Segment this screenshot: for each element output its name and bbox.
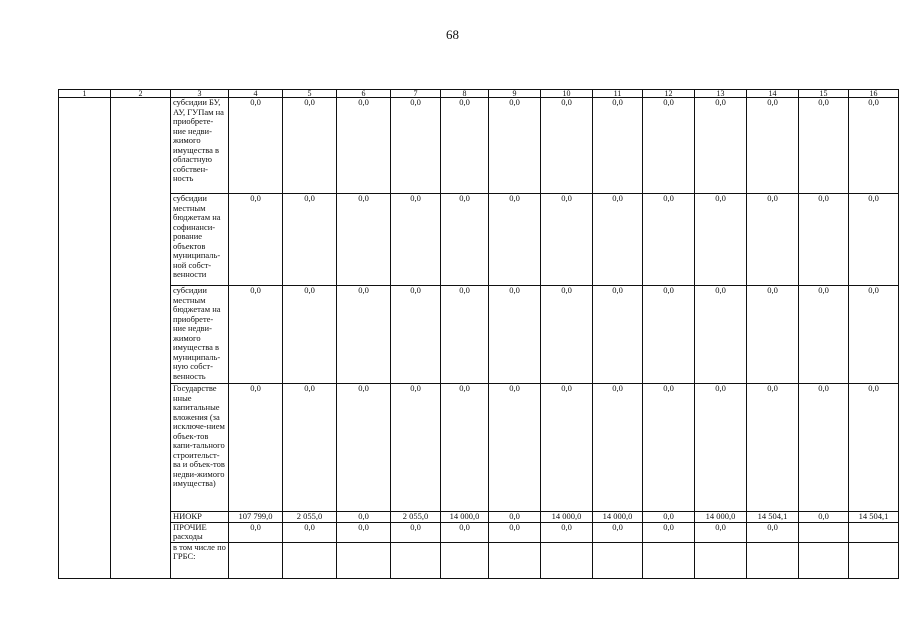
value-cell: 0,0 <box>695 286 747 384</box>
table-row <box>59 286 899 384</box>
value-cell: 0,0 <box>695 98 747 194</box>
value-cell: 0,0 <box>283 522 337 542</box>
value-cell: 0,0 <box>643 286 695 384</box>
value-cell: 0,0 <box>229 98 283 194</box>
value-cell <box>337 542 391 578</box>
value-cell: 14 504,1 <box>849 512 899 523</box>
value-cell: 0,0 <box>391 98 441 194</box>
value-cell: 0,0 <box>337 384 391 512</box>
table-row <box>59 512 899 523</box>
value-cell: 0,0 <box>643 384 695 512</box>
value-cell: 0,0 <box>441 286 489 384</box>
table-row <box>59 522 899 542</box>
row-description: в том числе по ГРБС: <box>171 542 229 578</box>
value-cell: 0,0 <box>337 98 391 194</box>
value-cell: 0,0 <box>541 522 593 542</box>
value-cell: 0,0 <box>229 384 283 512</box>
column-header: 6 <box>337 90 391 98</box>
value-cell: 14 504,1 <box>747 512 799 523</box>
page-number: 68 <box>446 27 459 42</box>
column-header: 8 <box>441 90 489 98</box>
value-cell <box>849 542 899 578</box>
value-cell <box>747 542 799 578</box>
column-1-cell <box>59 98 111 579</box>
value-cell <box>799 522 849 542</box>
value-cell: 0,0 <box>541 98 593 194</box>
budget-table <box>58 89 899 579</box>
value-cell: 0,0 <box>441 384 489 512</box>
column-header: 13 <box>695 90 747 98</box>
value-cell: 0,0 <box>489 384 541 512</box>
value-cell <box>849 522 899 542</box>
column-header: 15 <box>799 90 849 98</box>
value-cell <box>593 542 643 578</box>
row-description: субсидии местным бюджетам на софинанси-рование объектов муниципаль-ной собст-венности <box>171 194 229 286</box>
column-header: 14 <box>747 90 799 98</box>
value-cell: 0,0 <box>541 194 593 286</box>
value-cell: 0,0 <box>489 194 541 286</box>
value-cell: 0,0 <box>747 286 799 384</box>
column-2-cell <box>111 98 171 579</box>
value-cell <box>229 542 283 578</box>
value-cell: 0,0 <box>643 194 695 286</box>
value-cell: 0,0 <box>747 194 799 286</box>
value-cell: 0,0 <box>695 384 747 512</box>
value-cell: 0,0 <box>391 384 441 512</box>
value-cell: 0,0 <box>489 98 541 194</box>
value-cell: 0,0 <box>541 384 593 512</box>
value-cell: 0,0 <box>799 194 849 286</box>
value-cell: 0,0 <box>849 194 899 286</box>
value-cell: 0,0 <box>643 522 695 542</box>
value-cell: 0,0 <box>441 522 489 542</box>
value-cell: 0,0 <box>643 98 695 194</box>
value-cell: 14 000,0 <box>695 512 747 523</box>
column-header: 16 <box>849 90 899 98</box>
value-cell: 14 000,0 <box>593 512 643 523</box>
value-cell: 0,0 <box>799 286 849 384</box>
value-cell: 0,0 <box>337 286 391 384</box>
value-cell: 0,0 <box>849 98 899 194</box>
table-row <box>59 384 899 512</box>
row-description: Государстве нные капитальные вложения (за исключе-нием объек-тов капи-тального строительст-ва и объек-тов недви-жимого имущества) <box>171 384 229 512</box>
value-cell: 0,0 <box>229 522 283 542</box>
value-cell <box>541 542 593 578</box>
value-cell <box>695 542 747 578</box>
row-description: субсидии БУ, АУ, ГУПам на приобрете-ние недви-жимого имущества в областную собствен-ность <box>171 98 229 194</box>
row-description: ПРОЧИЕ расходы <box>171 522 229 542</box>
value-cell: 0,0 <box>337 512 391 523</box>
value-cell: 0,0 <box>541 286 593 384</box>
value-cell: 0,0 <box>489 286 541 384</box>
value-cell: 14 000,0 <box>441 512 489 523</box>
value-cell: 2 055,0 <box>391 512 441 523</box>
column-header: 12 <box>643 90 695 98</box>
value-cell: 0,0 <box>593 522 643 542</box>
value-cell: 0,0 <box>229 194 283 286</box>
value-cell: 0,0 <box>391 522 441 542</box>
table-row <box>59 98 899 194</box>
value-cell <box>441 542 489 578</box>
row-description: субсидии местным бюджетам на приобрете-ние недви-жимого имущества в муниципаль-ную собст-венность <box>171 286 229 384</box>
column-header: 4 <box>229 90 283 98</box>
value-cell: 0,0 <box>799 384 849 512</box>
value-cell: 107 799,0 <box>229 512 283 523</box>
value-cell <box>643 542 695 578</box>
value-cell: 0,0 <box>849 286 899 384</box>
value-cell: 0,0 <box>283 286 337 384</box>
value-cell <box>799 542 849 578</box>
value-cell: 0,0 <box>695 522 747 542</box>
value-cell: 0,0 <box>391 286 441 384</box>
column-header: 9 <box>489 90 541 98</box>
value-cell: 0,0 <box>593 98 643 194</box>
value-cell: 0,0 <box>441 194 489 286</box>
column-header: 10 <box>541 90 593 98</box>
value-cell <box>283 542 337 578</box>
value-cell: 0,0 <box>283 384 337 512</box>
value-cell: 0,0 <box>747 98 799 194</box>
column-header: 7 <box>391 90 441 98</box>
value-cell: 0,0 <box>747 522 799 542</box>
value-cell: 0,0 <box>593 194 643 286</box>
value-cell: 14 000,0 <box>541 512 593 523</box>
value-cell: 0,0 <box>283 98 337 194</box>
column-header: 3 <box>171 90 229 98</box>
value-cell <box>489 542 541 578</box>
column-header: 2 <box>111 90 171 98</box>
value-cell: 0,0 <box>593 286 643 384</box>
column-header: 1 <box>59 90 111 98</box>
row-description: НИОКР <box>171 512 229 523</box>
value-cell: 0,0 <box>643 512 695 523</box>
value-cell: 0,0 <box>391 194 441 286</box>
value-cell: 0,0 <box>489 522 541 542</box>
value-cell: 0,0 <box>695 194 747 286</box>
value-cell: 0,0 <box>441 98 489 194</box>
table-row <box>59 542 899 578</box>
value-cell: 0,0 <box>593 384 643 512</box>
column-header: 11 <box>593 90 643 98</box>
value-cell: 0,0 <box>799 512 849 523</box>
value-cell: 2 055,0 <box>283 512 337 523</box>
value-cell: 0,0 <box>337 522 391 542</box>
header-row <box>59 90 899 98</box>
table-row <box>59 194 899 286</box>
value-cell: 0,0 <box>799 98 849 194</box>
value-cell: 0,0 <box>337 194 391 286</box>
column-header: 5 <box>283 90 337 98</box>
value-cell: 0,0 <box>849 384 899 512</box>
value-cell: 0,0 <box>229 286 283 384</box>
value-cell: 0,0 <box>283 194 337 286</box>
value-cell: 0,0 <box>747 384 799 512</box>
value-cell: 0,0 <box>489 512 541 523</box>
value-cell <box>391 542 441 578</box>
